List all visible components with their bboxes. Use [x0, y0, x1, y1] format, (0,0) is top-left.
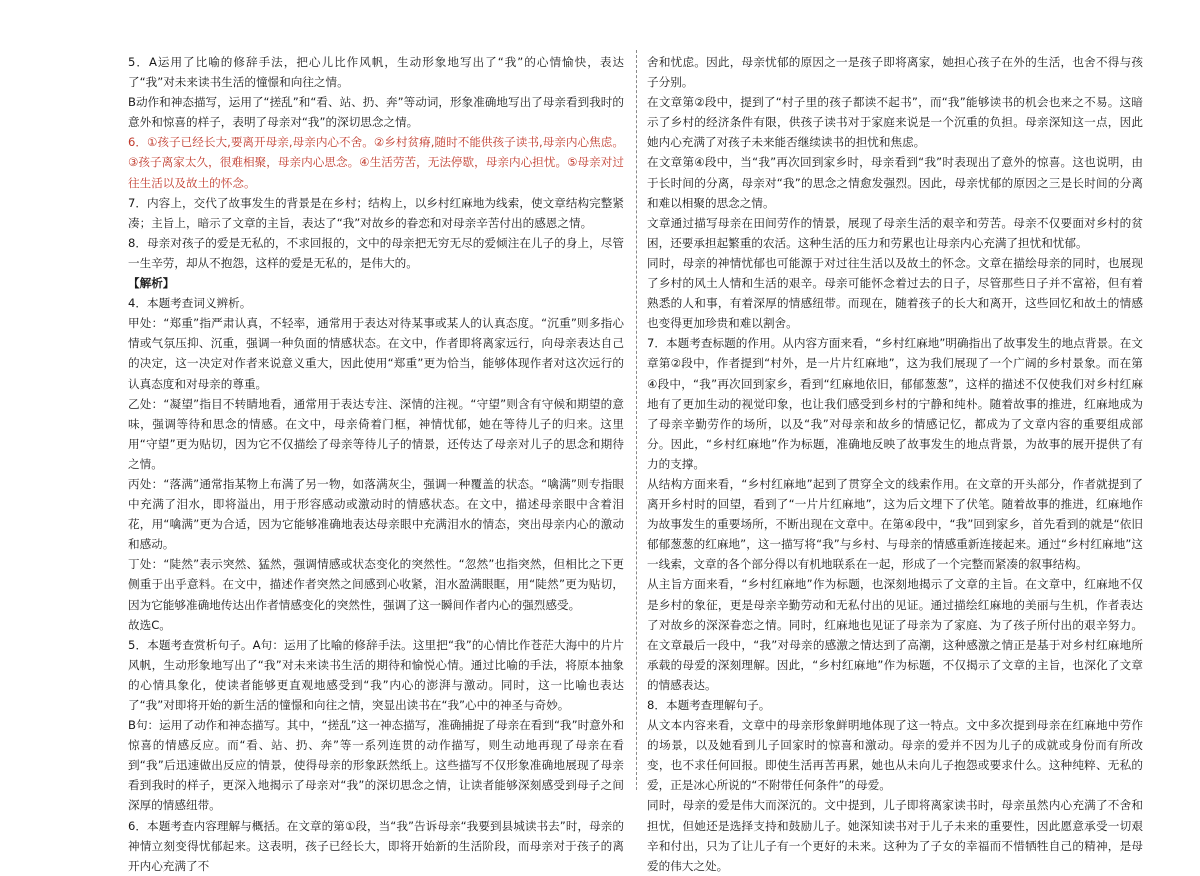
left-paragraph: 【解析】 [128, 276, 175, 291]
left-paragraph: 4．本题考查词义辨析。 [128, 296, 252, 311]
left-paragraph: 丁处：“陡然”表示突然、猛然，强调情感或状态变化的突然性。“忽然”也指突然，但相比之下更侧重于出乎意料。在文中，描述作者突然之间感到心收紧，泪水盈满眼眶，用“陡然”更为贴切，因为它能够准确地传达出作者情感变化的突然性，强调了这一瞬间作者内心的强烈感受。 [128, 557, 624, 612]
left-paragraph: B动作和神态描写，运用了“搓乱”和“看、站、扔、奔”等动词，形象准确地写出了母亲看到我时的意外和惊喜的样子，表明了母亲对“我”的深切思念之情。 [128, 95, 624, 130]
column-divider [636, 50, 637, 790]
left-paragraph: 6．①孩子已经长大,要离开母亲,母亲内心不舍。②乡村贫瘠,随时不能供孩子读书,母亲内心焦虑。③孩子离家太久，很难相聚，母亲内心思念。④生活劳苦，无法停歇，母亲内心担忧。⑤母亲对过往生活以及故土的怀念。 [128, 135, 624, 190]
left-paragraph: 甲处：“郑重”指严肃认真，不轻率，通常用于表达对待某事或某人的认真态度。“沉重”则多指心情或气氛压抑、沉重，强调一种负面的情感状态。在文中，作者即将离家远行，向母亲表达自己的决定，这一决定对作者来说意义重大，因此使用“郑重”更为恰当，能够体现作者对这次远行的认真态度和对母亲的尊重。 [128, 316, 624, 391]
left-paragraph: 6．本题考查内容理解与概括。在文章的第①段，当“我”告诉母亲“我要到县城读书去”时，母亲的神情立刻变得忧郁起来。这表明，孩子已经长大，即将开始新的生活阶段，而母亲对于孩子的离开内心充满了不 [128, 818, 624, 873]
right-paragraph: 8．本题考查理解句子。 [647, 698, 771, 712]
left-paragraph: 5．A运用了比喻的修辞手法，把心儿比作风帆，生动形象地写出了“我”的心情愉快，表达了“我”对未来读书生活的憧憬和向往之情。 [128, 55, 624, 90]
right-paragraph: 从文本内容来看，文章中的母亲形象鲜明地体现了这一特点。文中多次提到母亲在红麻地中劳作的场景，以及她看到儿子回家时的惊喜和激动。母亲的爱并不因为儿子的成就或身份而有所改变，也不求任何回报。即使生活再苦再累，她也从未向儿子抱怨或要求什么。这种纯粹、无私的爱，正是冰心所说的“不附带任何条件”的母爱。 [647, 718, 1143, 793]
left-paragraph: 丙处：“落满”通常指某物上布满了另一物，如落满灰尘，强调一种覆盖的状态。“噙满”则专指眼中充满了泪水，即将溢出，用于形容感动或激动时的情感状态。在文中，描述母亲眼中含着泪花，用“噙满”更为合适，因为它能够准确地表达母亲眼中充满泪水的情态，突出母亲内心的激动和感动。 [128, 476, 624, 552]
left-paragraph: 7．内容上，交代了故事发生的背景是在乡村；结构上，以乡村红麻地为线索，使文章结构完整紧凑；主旨上，暗示了文章的主旨，表达了“我”对故乡的眷恋和对母亲辛苦付出的感恩之情。 [128, 195, 624, 230]
right-paragraph: 在文章第④段中，当“我”再次回到家乡时，母亲看到“我”时表现出了意外的惊喜。这也说明，由于长时间的分离，母亲对“我”的思念之情愈发强烈。因此，母亲忧郁的原因之三是长时间的分离和难以相聚的思念之情。 [647, 155, 1143, 210]
left-paragraph: B句：运用了动作和神态描写。其中，“搓乱”这一神态描写，准确捕捉了母亲在看到“我”时意外和惊喜的情感反应。而“看、站、扔、奔”等一系列连贯的动作描写，则生动地再现了母亲在看到“我”后迅速做出反应的情景，使得母亲的形象跃然纸上。这些描写不仅形象准确地展现了母亲看到我时的样子，更深入地揭示了母亲对“我”的深切思念之情，让读者能够深刻感受到母子之间深厚的情感纽带。 [128, 718, 624, 813]
right-column [647, 52, 1143, 876]
left-paragraph: 8．母亲对孩子的爱是无私的，不求回报的，文中的母亲把无穷无尽的爱倾注在儿子的身上，尽管一生辛劳，却从不抱怨，这样的爱是无私的，是伟大的。 [128, 235, 624, 270]
left-paragraph: 乙处：“凝望”指目不转睛地看，通常用于表达专注、深情的注视。“守望”则含有守候和期望的意味，强调等待和思念的情感。在文中，母亲倚着门框，神情忧郁，她在等待儿子的归来。这里用“守望”更为贴切，因为它不仅描绘了母亲等待儿子的情景，还传达了母亲对儿子的思念和期待之情。 [128, 396, 624, 471]
left-column [128, 52, 624, 876]
right-paragraph: 同时，母亲的神情忧郁也可能源于对过往生活以及故土的怀念。文章在描绘母亲的同时，也展现了乡村的风土人情和生活的艰辛。母亲可能怀念着过去的日子，尽管那些日子并不富裕，但有着熟悉的人和事，有着深厚的情感纽带。而现在，随着孩子的长大和离开，这些回忆和故土的情感也变得更加珍贵和难以割舍。 [647, 255, 1143, 331]
right-paragraph: 从结构方面来看，“乡村红麻地”起到了贯穿全文的线索作用。在文章的开头部分，作者就提到了离开乡村时的回望，看到了“一片片红麻地”，这为后文埋下了伏笔。随着故事的推进，红麻地作为故事发生的重要场所，不断出现在文章中。在第④段中，“我”回到家乡，首先看到的就是“依旧郁郁葱葱的红麻地”，这一描写将“我”与乡村、与母亲的情感重新连接起来。通过“乡村红麻地”这一线索，文章的各个部分得以有机地联系在一起，形成了一个完整而紧凑的叙事结构。 [647, 476, 1143, 572]
right-paragraph: 从主旨方面来看，“乡村红麻地”作为标题，也深刻地揭示了文章的主旨。在文章中，红麻地不仅是乡村的象征，更是母亲辛勤劳动和无私付出的见证。通过描绘红麻地的美丽与生机，作者表达了对故乡的深深眷恋之情。同时，红麻地也见证了母亲为了家庭、为了孩子所付出的艰辛努力。在文章最后一段中，“我”对母亲的感激之情达到了高潮，这种感激之情正是基于对乡村红麻地所承载的母爱的深刻理解。因此，“乡村红麻地”作为标题，不仅揭示了文章的主旨，也深化了文章的情感表达。 [647, 577, 1143, 692]
left-paragraph: 5．本题考查赏析句子。A句：运用了比喻的修辞手法。这里把“我”的心情比作苍茫大海中的片片风帆，生动形象地写出了“我”对未来读书生活的期待和愉悦心情。通过比喻的手法，将原本抽象的心情具象化，使读者能够更直观地感受到“我”内心的澎湃与激动。同时，这一比喻也表达了“我”对即将开始的新生活的憧憬和向往之情，突显出读书在“我”心中的神圣与奇妙。 [128, 637, 624, 712]
right-paragraph: 7．本题考查标题的作用。从内容方面来看，“乡村红麻地”明确指出了故事发生的地点背景。在文章第②段中，作者提到“村外，是一片片红麻地”，这为我们展现了一个广阔的乡村景象。而在第④段中，“我”再次回到家乡，看到“红麻地依旧，郁郁葱葱”，这样的描述不仅使我们对乡村红麻地有了更加生动的视觉印象，也让我们感受到乡村的宁静和纯朴。随着故事的推进，红麻地成为了母亲辛勤劳作的场所，以及“我”对母亲和故乡的情感记忆，都成为了文章内容的重要组成部分。因此，“乡村红麻地”作为标题，准确地反映了故事发生的地点背景，为故事的展开提供了有力的支撑。 [647, 336, 1143, 471]
right-paragraph: 同时，母亲的爱是伟大而深沉的。文中提到，儿子即将离家读书时，母亲虽然内心充满了不舍和担忧，但她还是选择支持和鼓励儿子。她深知读书对于儿子未来的重要性，因此愿意承受一切艰辛和付出，只为了让儿子有一个更好的未来。这种为了子女的幸福而不惜牺牲自己的精神，是母爱的伟大之处。 [647, 798, 1143, 873]
left-paragraph: 故选C。 [128, 617, 171, 632]
right-paragraph: 在文章第②段中，提到了“村子里的孩子都读不起书”，而“我”能够读书的机会也来之不易。这暗示了乡村的经济条件有限，供孩子读书对于家庭来说是一个沉重的负担。母亲深知这一点，因此她内心充满了对孩子未来能否继续读书的担忧和焦虑。 [647, 95, 1143, 150]
right-paragraph: 文章通过描写母亲在田间劳作的情景，展现了母亲生活的艰辛和劳苦。母亲不仅要面对乡村的贫困，还要承担起繁重的农活。这种生活的压力和劳累也让母亲内心充满了担忧和忧郁。 [647, 215, 1143, 250]
right-paragraph: 舍和忧虑。因此，母亲忧郁的原因之一是孩子即将离家，她担心孩子在外的生活，也舍不得与孩子分别。 [647, 55, 1143, 90]
